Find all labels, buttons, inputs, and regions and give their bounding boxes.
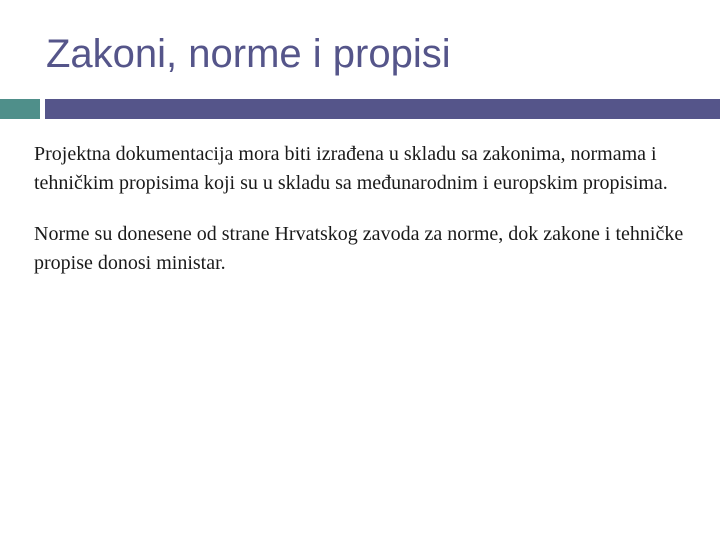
- slide-title: Zakoni, norme i propisi: [46, 32, 451, 76]
- accent-bar: [0, 99, 40, 119]
- body-paragraph-1: Projektna dokumentacija mora biti izrađena u skladu sa zakonima, normama i tehničkim propisima koji su u skladu sa međunarodnim i europskim propisima.: [34, 143, 668, 194]
- title-underline-bar: [45, 99, 720, 119]
- body-paragraph-2: Norme su donesene od strane Hrvatskog zavoda za norme, dok zakone i tehničke propise donosi ministar.: [34, 223, 684, 274]
- slide-body: [34, 140, 704, 300]
